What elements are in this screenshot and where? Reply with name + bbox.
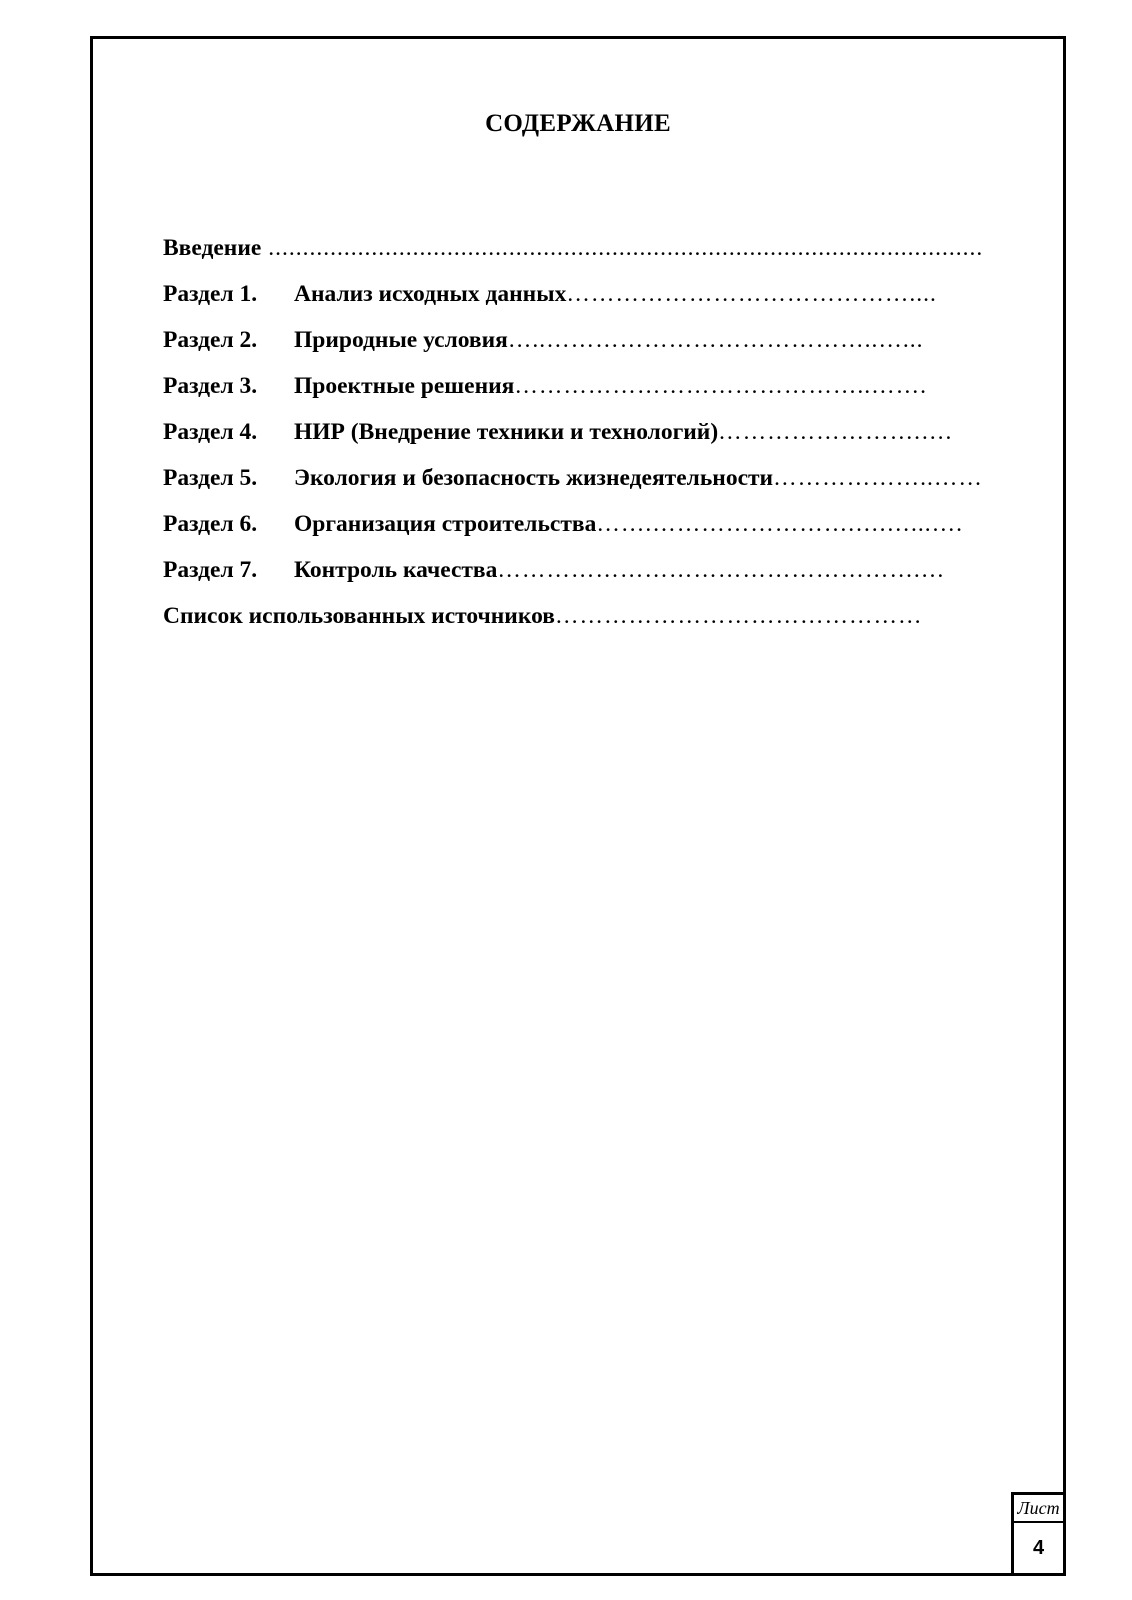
toc-item-title: НИР (Внедрение техники и технологий)…………………….…. [294,419,953,445]
sheet-number: 4 [1032,1537,1045,1559]
toc-leader-dots: ………………..…… [773,465,983,491]
toc-item-section-1 [163,271,1063,317]
toc-leader-dots: …..…………………………………..…... [507,327,924,353]
toc-item-references [163,593,1063,639]
toc-item-number: Раздел 3. [163,373,258,399]
toc-leader-dots: …………………………………………….… [497,557,946,583]
toc-item-number: Раздел 1. [163,281,258,307]
toc-item-section-6 [163,501,1063,547]
toc-item-introduction [163,225,1063,271]
toc-leader-dots: …….…………………….….…...…. [596,511,963,537]
toc-leader-dots: ........................................................................................................ [261,235,984,261]
toc-item-title: Контроль качества…………………………………………….… [294,557,946,583]
toc-leader-dots: …………………………………….... [566,281,937,307]
toc-item-title: Организация строительства…….…………………….….…...…. [294,511,963,537]
sheet-label: Лист [1014,1495,1063,1523]
toc-item-title: Проектные решения……………………………………..……. [294,373,927,399]
toc-item-section-4 [163,409,1063,455]
toc-item-number: Раздел 4. [163,419,258,445]
toc-item-number: Раздел 5. [163,465,258,491]
toc-leader-dots: ……………………………………… [554,603,923,629]
page-frame [90,36,1066,1576]
table-of-contents [163,225,1063,639]
toc-item-section-2 [163,317,1063,363]
toc-item-section-3 [163,363,1063,409]
toc-item-title: Введение ........................................................................................................ [163,235,984,261]
toc-item-title: Экология и безопасность жизнедеятельности………………..…… [294,465,983,491]
toc-item-title: Анализ исходных данных…………………………………….... [294,281,937,307]
toc-item-section-7 [163,547,1063,593]
toc-leader-dots: …………………….…. [718,419,953,445]
toc-leader-dots: ……………………………………..……. [514,373,927,399]
toc-item-number: Раздел 7. [163,557,258,583]
toc-item-title: Природные условия…..…………………………………..…... [294,327,924,353]
toc-item-title: Список использованных источников……………………………………… [163,603,923,629]
page-title: СОДЕРЖАНИЕ [485,110,671,137]
toc-item-number: Раздел 2. [163,327,258,353]
sheet-number-stamp [1011,1492,1066,1576]
toc-item-number: Раздел 6. [163,511,258,537]
toc-item-section-5 [163,455,1063,501]
